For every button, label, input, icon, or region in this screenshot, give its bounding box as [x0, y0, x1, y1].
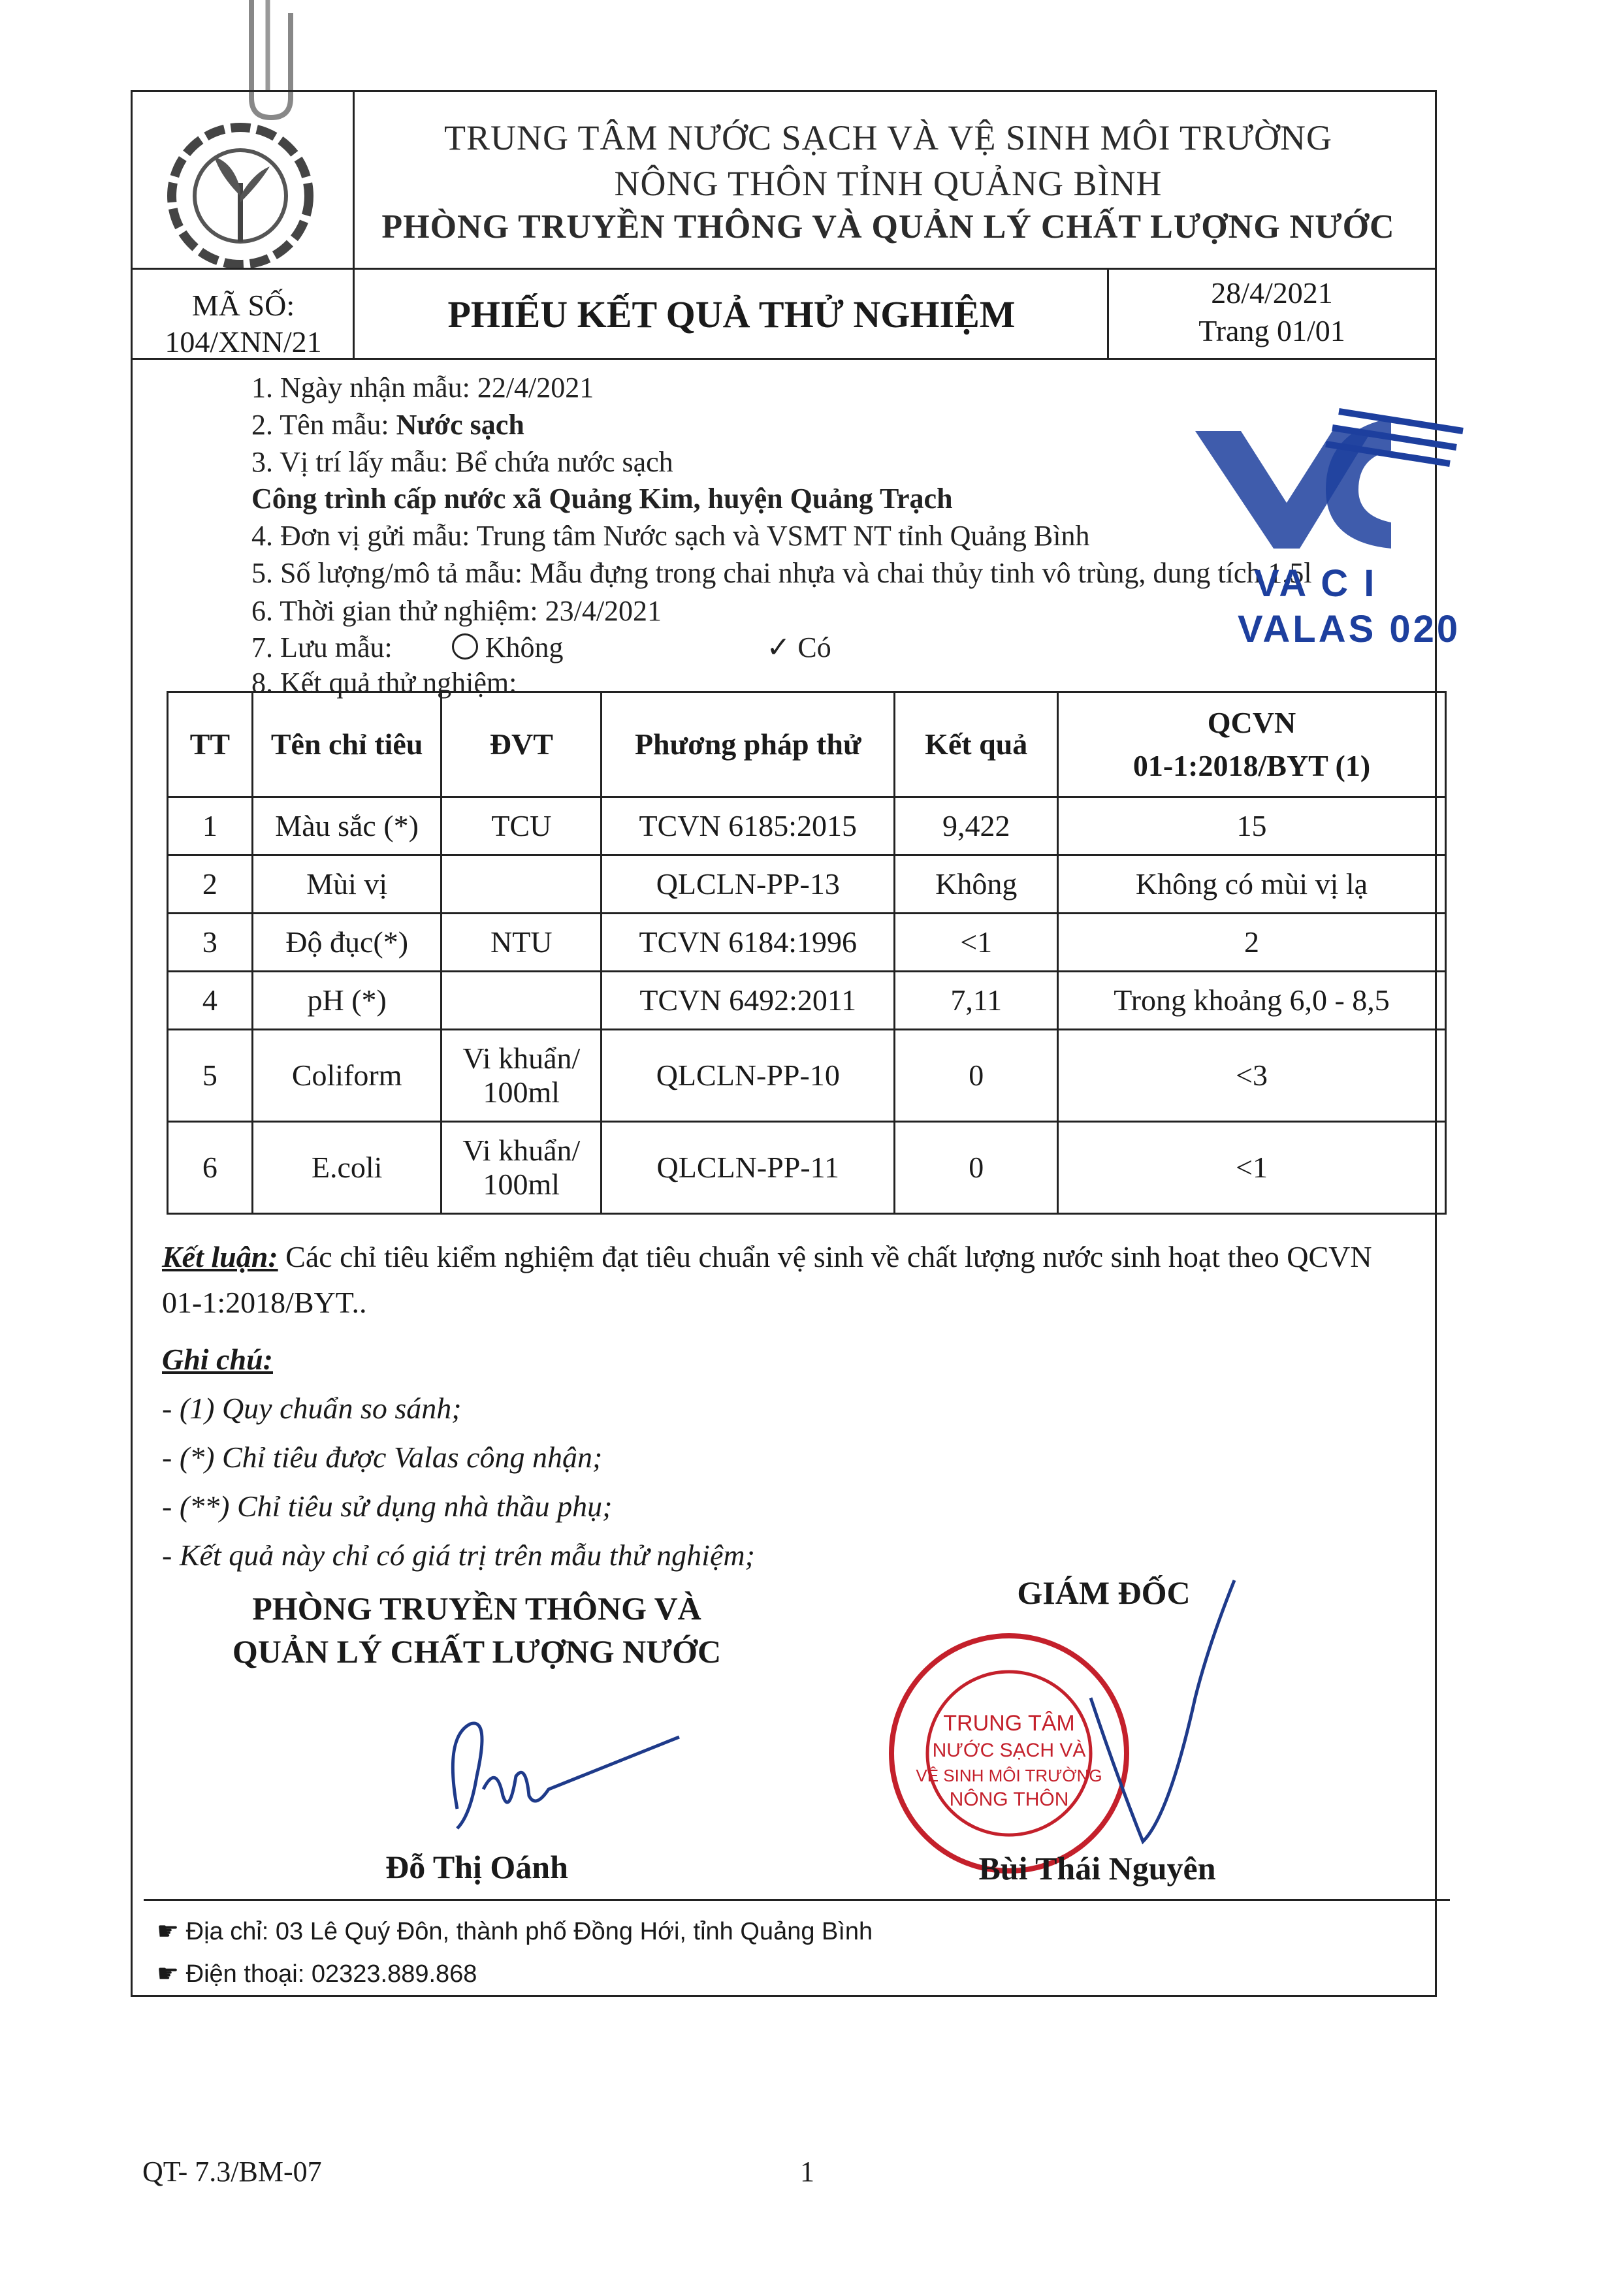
table-cell: TCU [441, 797, 602, 855]
conclusion [162, 1234, 1436, 1326]
divider [1107, 268, 1109, 358]
info-results-heading: 8. Kết quả thử nghiệm: [251, 667, 517, 699]
retention-option-yes: Có [797, 631, 831, 663]
footer-address [157, 1917, 873, 1946]
table-row [168, 1122, 1446, 1214]
table-row [168, 1030, 1446, 1122]
table-cell: Độ đục(*) [252, 914, 441, 972]
info-site: Công trình cấp nước xã Quảng Kim, huyện Quảng Trạch [251, 483, 953, 515]
column-header [1058, 692, 1446, 797]
table-row [168, 914, 1446, 972]
signature-right-title: GIÁM ĐỐC [1017, 1574, 1191, 1611]
table-cell: 7,11 [895, 972, 1058, 1030]
info-sample-name [251, 408, 524, 441]
table-cell [441, 1030, 602, 1122]
table-row [168, 797, 1446, 855]
radio-circle-icon [452, 633, 478, 660]
unit-line: 100ml [483, 1168, 560, 1201]
document-title: PHIẾU KẾT QUẢ THỬ NGHIỆM [447, 293, 1016, 336]
table-cell: TCVN 6492:2011 [602, 972, 895, 1030]
divider [131, 268, 1437, 270]
director-signature [1078, 1567, 1260, 1855]
retention-label: 7. Lưu mẫu: [251, 631, 393, 663]
table-cell: QLCLN-PP-11 [602, 1122, 895, 1214]
column-header: Phương pháp thử [602, 692, 895, 797]
table-cell: 15 [1058, 797, 1446, 855]
svg-text:NƯỚC SẠCH VÀ: NƯỚC SẠCH VÀ [932, 1740, 1086, 1761]
notes-label: Ghi chú: [162, 1343, 273, 1376]
conclusion-text-cont: 01-1:2018/BYT.. [162, 1286, 367, 1319]
table-cell: Không [895, 855, 1058, 914]
header-line-3: PHÒNG TRUYỀN THÔNG VÀ QUẢN LÝ CHẤT LƯỢNG NƯỚC [381, 208, 1395, 246]
accreditation-logo [1176, 392, 1476, 588]
note-item: - (**) Chỉ tiêu sử dụng nhà thầu phụ; [162, 1490, 613, 1523]
pointer-icon: ☛ [157, 1960, 186, 1988]
info-test-date: 6. Thời gian thử nghiệm: 23/4/2021 [251, 595, 662, 627]
page-indicator: Trang 01/01 [1198, 314, 1345, 347]
footer-phone [157, 1959, 477, 1988]
table-cell: QLCLN-PP-10 [602, 1030, 895, 1122]
accreditation-code: VALAS 020 [1238, 608, 1461, 650]
document-code [134, 287, 353, 360]
column-header: TT [168, 692, 253, 797]
table-cell: 1 [168, 797, 253, 855]
info-sender: 4. Đơn vị gửi mẫu: Trung tâm Nước sạch và VSMT NT tỉnh Quảng Bình [251, 520, 1090, 552]
info-received-date: 1. Ngày nhận mẫu: 22/4/2021 [251, 372, 594, 404]
table-cell: Không có mùi vị lạ [1058, 855, 1446, 914]
conclusion-label: Kết luận: [162, 1240, 278, 1273]
table-cell: 5 [168, 1030, 253, 1122]
unit-line: Vi khuẩn/ [462, 1134, 581, 1167]
results-table [167, 691, 1447, 1215]
note-item: - (*) Chỉ tiêu được Valas công nhận; [162, 1441, 603, 1474]
table-cell [441, 1122, 602, 1214]
table-cell: Màu sắc (*) [252, 797, 441, 855]
header-line-2: NÔNG THÔN TỈNH QUẢNG BÌNH [614, 164, 1163, 203]
table-row [168, 855, 1446, 914]
table-cell: TCVN 6185:2015 [602, 797, 895, 855]
organization-logo [162, 111, 319, 281]
table-cell: Mùi vị [252, 855, 441, 914]
column-header: ĐVT [441, 692, 602, 797]
table-cell: 2 [168, 855, 253, 914]
form-code: QT- 7.3/BM-07 [142, 2156, 322, 2188]
svg-text:TRUNG TÂM: TRUNG TÂM [943, 1711, 1075, 1736]
table-cell: 2 [1058, 914, 1446, 972]
note-item: - Kết quả này chỉ có giá trị trên mẫu thử nghiệm; [162, 1539, 755, 1572]
info-sample-description: 5. Số lượng/mô tả mẫu: Mẫu đựng trong chai nhựa và chai thủy tinh vô trùng, dung tích 1,5l [251, 557, 1312, 589]
table-row [168, 972, 1446, 1030]
table-cell: QLCLN-PP-13 [602, 855, 895, 914]
table-cell: E.coli [252, 1122, 441, 1214]
signature-left-title [196, 1587, 758, 1673]
check-icon: ✓ [766, 631, 791, 663]
table-cell: <3 [1058, 1030, 1446, 1122]
table-cell: 3 [168, 914, 253, 972]
table-cell: TCVN 6184:1996 [602, 914, 895, 972]
signature-left-title-line: PHÒNG TRUYỀN THÔNG VÀ [252, 1590, 701, 1627]
column-header-line: QCVN [1207, 706, 1296, 739]
unit-line: 100ml [483, 1076, 560, 1109]
divider [353, 90, 355, 358]
unit-line: Vi khuẩn/ [462, 1042, 581, 1075]
table-cell: 0 [895, 1030, 1058, 1122]
header-line-1: TRUNG TÂM NƯỚC SẠCH VÀ VỆ SINH MÔI TRƯỜNG [444, 118, 1332, 157]
page-number: 1 [800, 2156, 814, 2188]
table-cell: <1 [895, 914, 1058, 972]
table-cell: 0 [895, 1122, 1058, 1214]
document-date-page [1110, 274, 1434, 350]
document-date: 28/4/2021 [1211, 276, 1333, 310]
table-cell: Coliform [252, 1030, 441, 1122]
info-sample-name-value: Nước sạch [396, 409, 524, 441]
footer-address-text: Địa chỉ: 03 Lê Quý Đôn, thành phố Đồng Hới, tỉnh Quảng Bình [185, 1918, 873, 1945]
pointer-icon: ☛ [157, 1918, 186, 1945]
svg-text:VỆ SINH MÔI TRƯỜNG: VỆ SINH MÔI TRƯỜNG [916, 1766, 1102, 1785]
table-cell: 4 [168, 972, 253, 1030]
info-sample-location: 3. Vị trí lấy mẫu: Bể chứa nước sạch [251, 446, 673, 478]
table-cell: <1 [1058, 1122, 1446, 1214]
column-header-line: 01-1:2018/BYT (1) [1132, 749, 1371, 782]
note-item: - (1) Quy chuẩn so sánh; [162, 1392, 462, 1425]
signature-right-name: Bùi Thái Nguyên [978, 1850, 1216, 1887]
retention-option-no: Không [485, 631, 564, 663]
signature-left-name: Đỗ Thị Oánh [385, 1849, 568, 1885]
svg-text:NÔNG THÔN: NÔNG THÔN [949, 1789, 1069, 1810]
table-header-row [168, 692, 1446, 797]
column-header: Kết quả [895, 692, 1058, 797]
table-cell: Trong khoảng 6,0 - 8,5 [1058, 972, 1446, 1030]
info-sample-name-label: 2. Tên mẫu: [251, 409, 396, 441]
signature-left-title-line: QUẢN LÝ CHẤT LƯỢNG NƯỚC [232, 1633, 722, 1670]
document-code-label: MÃ SỐ: [191, 289, 295, 322]
document-code-value: 104/XNN/21 [165, 325, 322, 359]
table-cell [441, 972, 602, 1030]
table-cell: NTU [441, 914, 602, 972]
table-cell [441, 855, 602, 914]
conclusion-text: Các chỉ tiêu kiểm nghiệm đạt tiêu chuẩn vệ sinh về chất lượng nước sinh hoạt theo QCVN [278, 1240, 1372, 1273]
table-cell: 6 [168, 1122, 253, 1214]
table-cell: 9,422 [895, 797, 1058, 855]
info-sample-retention [251, 631, 831, 664]
handwritten-signature [418, 1698, 692, 1848]
accreditation-sub: VA C I [1254, 562, 1377, 605]
column-header: Tên chỉ tiêu [252, 692, 441, 797]
footer-phone-text: Điện thoại: 02323.889.868 [185, 1960, 477, 1988]
table-cell: pH (*) [252, 972, 441, 1030]
